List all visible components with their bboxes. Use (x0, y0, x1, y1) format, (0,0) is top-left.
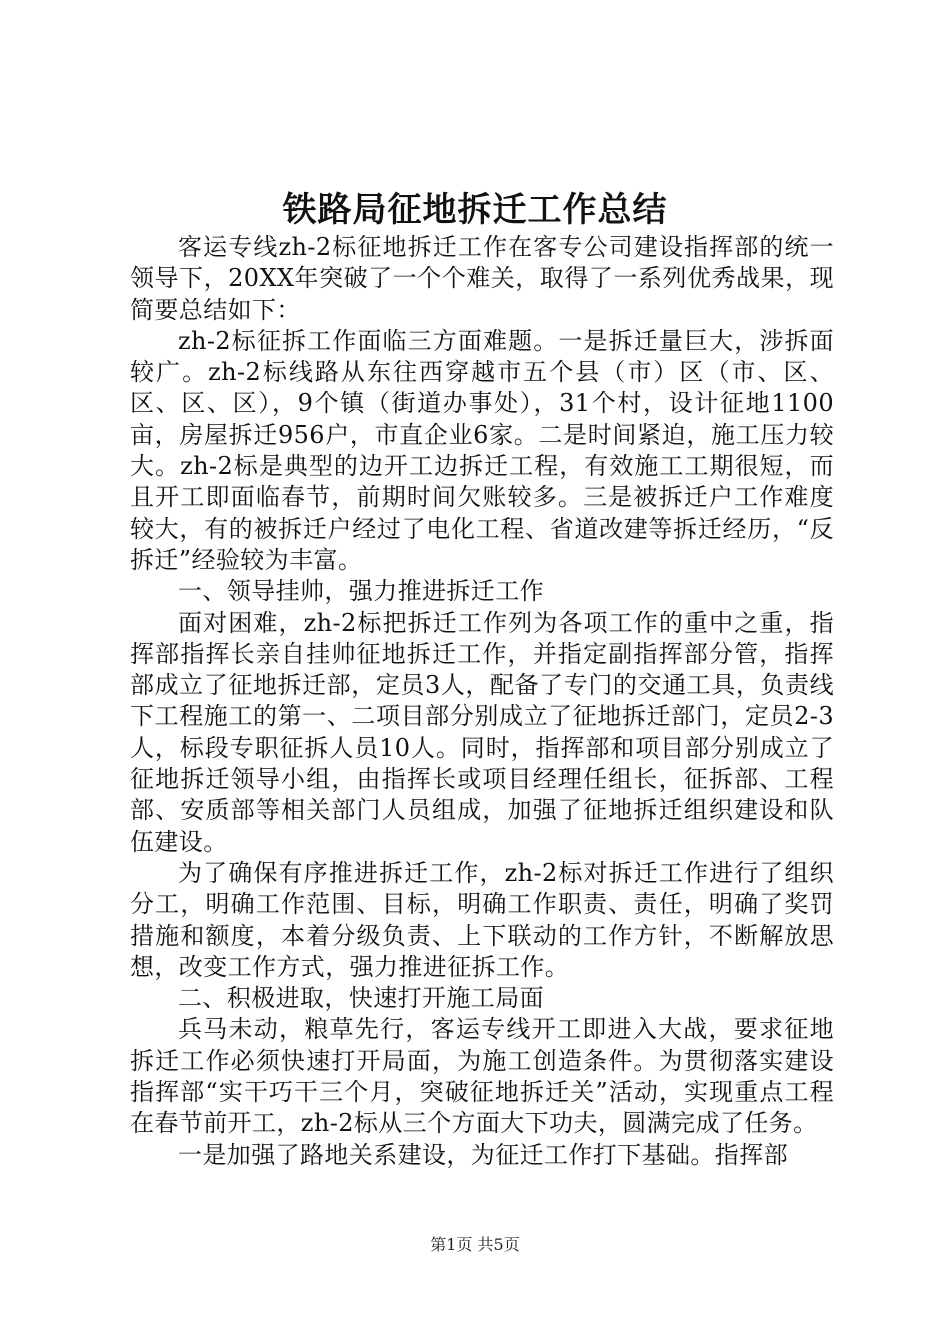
body-paragraph: 客运专线zh-2标征地拆迁工作在客专公司建设指挥部的统一领导下，20XX年突破了一个个难关，取得了一系列优秀战果，现简要总结如下： (130, 233, 834, 324)
body-paragraph: 兵马未动，粮草先行，客运专线开工即进入大战，要求征地拆迁工作必须快速打开局面，为施工创造条件。为贯彻落实建设指挥部“实干巧干三个月，突破征地拆迁关”活动，实现重点工程在春节前开工，zh-2标从三个方面大下功夫，圆满完成了任务。 (130, 1015, 834, 1138)
body-paragraph: 一是加强了路地关系建设，为征迁工作打下基础。指挥部 (178, 1140, 788, 1169)
body-paragraph: 面对困难，zh-2标把拆迁工作列为各项工作的重中之重，指挥部指挥长亲自挂帅征地拆迁工作，并指定副指挥部分管，指挥部成立了征地拆迁部，定员3人，配备了专门的交通工具，负责线下工程施工的第一、二项目部分别成立了征地拆迁部门，定员2-3人，标段专职征拆人员10人。同时，指挥部和项目部分别成立了征地拆迁领导小组，由指挥长或项目经理任组长，征拆部、工程部、安质部等相关部门人员组成，加强了征地拆迁组织建设和队伍建设。 (130, 608, 834, 856)
section-heading: 二、积极进取，快速打开施工局面 (178, 984, 544, 1013)
section-heading: 一、领导挂帅，强力推进拆迁工作 (178, 577, 544, 606)
document-body (130, 232, 834, 1171)
body-paragraph: zh-2标征拆工作面临三方面难题。一是拆迁量巨大，涉拆面较广。zh-2标线路从东往西穿越市五个县（市）区（市、区、区、区、区），9个镇（街道办事处），31个村，设计征地1100亩，房屋拆迁956户，市直企业6家。二是时间紧迫，施工压力较大。zh-2标是典型的边开工边拆迁工程，有效施工工期很短，而且开工即面临春节，前期时间欠账较多。三是被拆迁户工作难度较大，有的被拆迁户经过了电化工程、省道改建等拆迁经历，“反拆迁”经验较为丰富。 (130, 326, 834, 574)
page-footer: 第1页 共5页 (430, 1235, 520, 1254)
body-paragraph: 为了确保有序推进拆迁工作，zh-2标对拆迁工作进行了组织分工，明确工作范围、目标，明确工作职责、责任，明确了奖罚措施和额度，本着分级负责、上下联动的工作方针，不断解放思想，改变工作方式，强力推进征拆工作。 (130, 858, 834, 981)
document-title: 铁路局征地拆迁工作总结 (282, 190, 668, 230)
